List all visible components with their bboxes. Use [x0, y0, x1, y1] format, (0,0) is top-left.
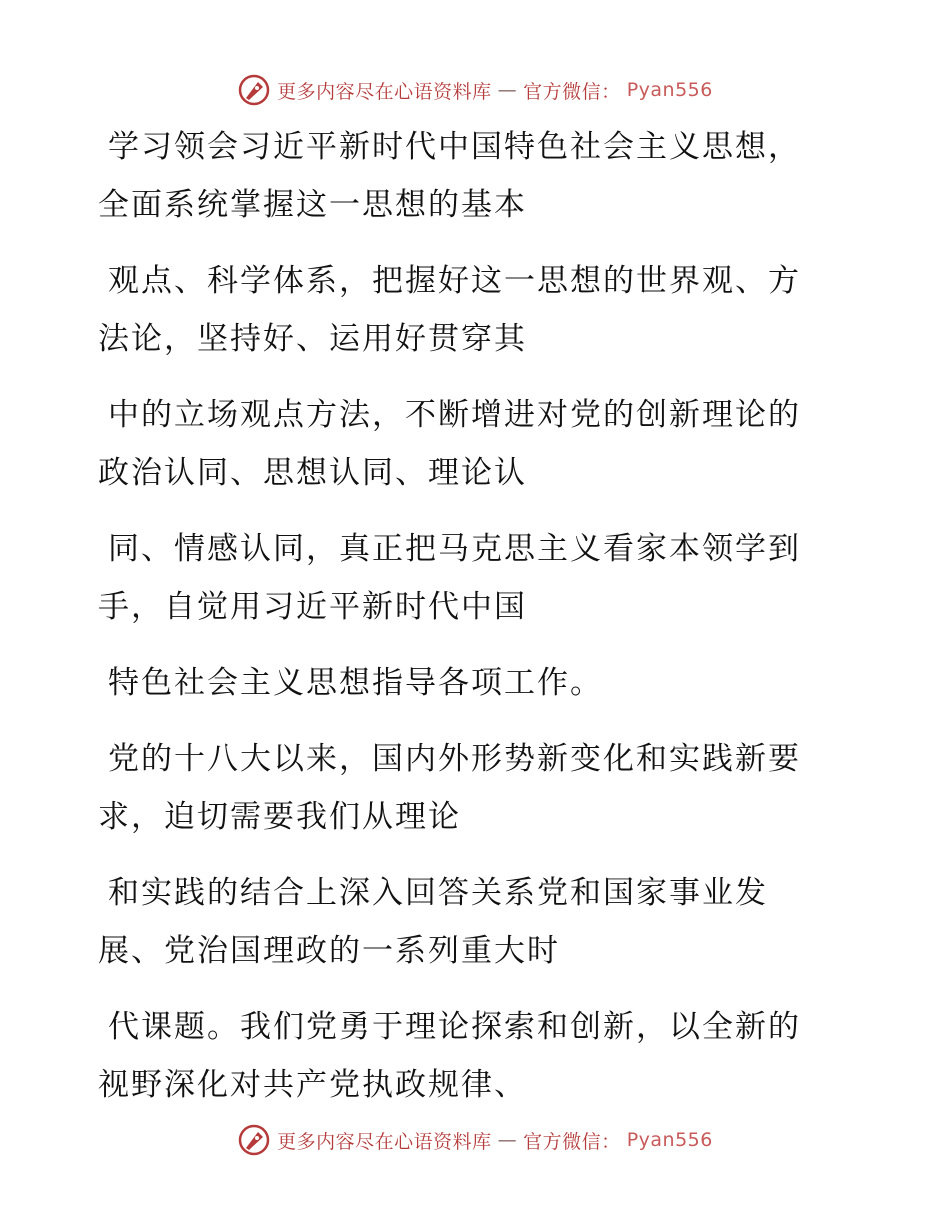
- paragraph-line: 全面系统掌握这一思想的基本: [98, 187, 527, 223]
- banner-account: Pyan556: [626, 1129, 713, 1151]
- paragraph-line: 政治认同、思想认同、理论认: [98, 455, 527, 491]
- paragraph-line: 同、情感认同，真正把马克思主义看家本领学到: [108, 531, 801, 567]
- paragraph-line: 展、党治国理政的一系列重大时: [98, 933, 560, 969]
- header-watermark-banner: [0, 70, 950, 110]
- paragraph-line: 法论，坚持好、运用好贯穿其: [98, 321, 527, 357]
- document-body: [98, 118, 858, 1132]
- paragraph: [98, 386, 858, 502]
- footer-watermark-banner: [0, 1120, 950, 1160]
- paragraph: [98, 520, 858, 636]
- paragraph-line: 学习领会习近平新时代中国特色社会主义思想，: [108, 129, 801, 165]
- banner-account: Pyan556: [626, 79, 713, 101]
- pen-nib-logo-icon: [237, 1123, 271, 1157]
- pen-nib-logo-icon: [237, 73, 271, 107]
- paragraph: [98, 998, 858, 1114]
- paragraph-line: 求，迫切需要我们从理论: [98, 799, 461, 835]
- banner-separator: —: [497, 1129, 518, 1151]
- paragraph: [98, 252, 858, 368]
- banner-site-text: 更多内容尽在心语资料库: [277, 80, 492, 103]
- paragraph-line: 党的十八大以来，国内外形势新变化和实践新要: [108, 741, 801, 777]
- paragraph-line: 观点、科学体系，把握好这一思想的世界观、方: [108, 263, 801, 299]
- paragraph-line: 特色社会主义思想指导各项工作。: [108, 665, 603, 701]
- banner-site-text: 更多内容尽在心语资料库: [277, 1130, 492, 1153]
- paragraph: [98, 654, 858, 712]
- banner-separator: —: [497, 79, 518, 101]
- paragraph-line: 和实践的结合上深入回答关系党和国家事业发: [108, 875, 768, 911]
- paragraph-line: 代课题。我们党勇于理论探索和创新，以全新的: [108, 1009, 801, 1045]
- paragraph: [98, 118, 858, 234]
- paragraph: [98, 730, 858, 846]
- paragraph-line: 手，自觉用习近平新时代中国: [98, 589, 527, 625]
- paragraph-line: 中的立场观点方法，不断增进对党的创新理论的: [108, 397, 801, 433]
- banner-contact-label: 官方微信：: [523, 80, 621, 103]
- banner-contact-label: 官方微信：: [523, 1130, 621, 1153]
- paragraph-line: 视野深化对共产党执政规律、: [98, 1067, 527, 1103]
- paragraph: [98, 864, 858, 980]
